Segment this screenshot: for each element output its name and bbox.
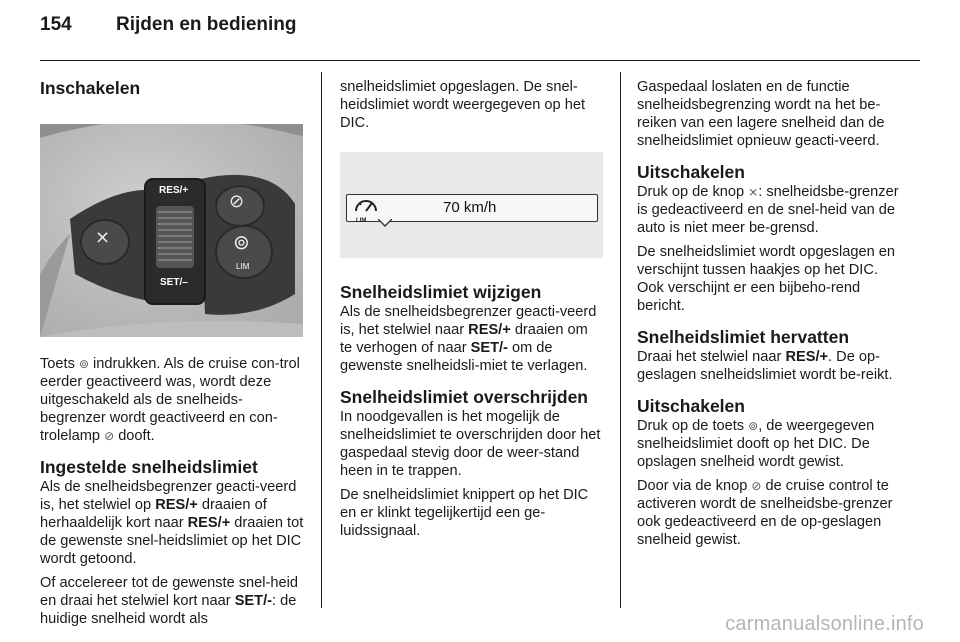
column-divider-2 — [620, 72, 621, 608]
paragraph: Door via de knop ⊘ de cruise control te activeren wordt de snelheidsbe-grenzer ook gedeactiveerd en de op-geslagen snelheid gewist. — [637, 478, 893, 548]
steering-wheel-illustration — [40, 124, 303, 337]
section-heading-uitschakelen-1: Uitschakelen — [637, 162, 745, 182]
set-minus-label: SET/– — [160, 277, 188, 288]
speed-limiter-icon: ⊚ — [78, 357, 89, 371]
paragraph: De snelheidslimiet knippert op het DIC en er klinkt tegelijkertijd een ge-luidssignaal. — [340, 487, 589, 539]
paragraph: Toets ⊚ indrukken. Als de cruise con-trol eerder geactiveerd was, wordt deze uitgeschakeld als de snelheids-begrenzer wordt geactiveerd en con-trolelamp ⊘ dooft. — [40, 356, 300, 444]
dic-lim-label: LIM — [356, 218, 367, 224]
cruise-control-icon: ⊘ — [751, 479, 762, 493]
cruise-control-icon: ⊘ — [104, 429, 115, 443]
page-header — [40, 14, 297, 44]
dic-speed-value: 70 km/h — [443, 199, 497, 216]
lim-label: LIM — [236, 262, 250, 271]
pointer-notch — [378, 219, 392, 227]
dic-display-panel — [340, 152, 603, 258]
column-divider-1 — [321, 72, 322, 608]
paragraph: Druk op de knop ⨯: snelheidsbe-grenzer is gedeactiveerd en de snel-heid van de auto is niet meer be-grensd. — [637, 184, 899, 236]
column-3 — [637, 62, 903, 555]
page-number: 154 — [40, 14, 72, 35]
paragraph: Gaspedaal loslaten en de functie snelheidsbegrenzing wordt na het be-reiken van een lagere snelheid dan de snelheidslimiet opnieuw geacti-veerd. — [637, 79, 885, 149]
paragraph: Als de snelheidsbegrenzer geacti-veerd is, het stelwiel op RES/+ draaien of herhaaldelijk kort naar RES/+ draaien tot de gewenste snel-heidslimiet op het DIC wordt getoond. — [40, 479, 304, 567]
paragraph: Of accelereer tot de gewenste snel-heid en draai het stelwiel kort naar SET/-: de huidige snelheid wordt als — [40, 575, 298, 627]
watermark: carmanualsonline.info — [725, 613, 924, 635]
speed-limiter-icon: ⊚ — [233, 232, 250, 254]
speed-limiter-icon: ⊚ — [748, 419, 759, 433]
section-heading-uitschakelen-2: Uitschakelen — [637, 396, 745, 416]
section-heading-overschrijden: Snelheidslimiet overschrijden — [340, 387, 588, 407]
res-plus-label: RES/+ — [159, 185, 189, 196]
column-1 — [40, 62, 304, 634]
paragraph: Druk op de toets ⊚, de weergegeven snelheidslimiet dooft op het DIC. De opslagen snelheid wordt gewist. — [637, 418, 875, 470]
page-title: Rijden en bediening — [116, 14, 297, 35]
cruise-control-icon: ⊘ — [229, 191, 245, 211]
header-divider — [40, 60, 920, 61]
cancel-icon: ⨯ — [748, 185, 759, 199]
steering-wheel-controls-photo — [40, 124, 303, 337]
column-2 — [340, 62, 604, 546]
section-heading-ingestelde: Ingestelde snelheidslimiet — [40, 457, 258, 477]
section-heading-inschakelen: Inschakelen — [40, 78, 141, 98]
paragraph: Als de snelheidsbegrenzer geacti-veerd is, het stelwiel naar RES/+ draaien om te verhogen of naar SET/- om de gewenste snelheidsli-miet te verlagen. — [340, 304, 597, 374]
paragraph: In noodgevallen is het mogelijk de snelheidslimiet te overschrijden door het gaspedaal stevig door de weer-stand heen in te trappen. — [340, 409, 601, 479]
paragraph: De snelheidslimiet wordt opgeslagen en verschijnt tussen haakjes op het DIC. Ook verschijnt er een bijbeho-rend bericht. — [637, 244, 895, 314]
cancel-icon: ⨯ — [95, 227, 111, 247]
paragraph: snelheidslimiet opgeslagen. De snel-heidslimiet wordt weergegeven op het DIC. — [340, 79, 585, 131]
paragraph: Draai het stelwiel naar RES/+. De op-geslagen snelheidslimiet wordt be-reikt. — [637, 349, 893, 383]
dic-display — [346, 194, 598, 222]
section-heading-wijzigen: Snelheidslimiet wijzigen — [340, 282, 542, 302]
section-heading-hervatten: Snelheidslimiet hervatten — [637, 327, 850, 347]
